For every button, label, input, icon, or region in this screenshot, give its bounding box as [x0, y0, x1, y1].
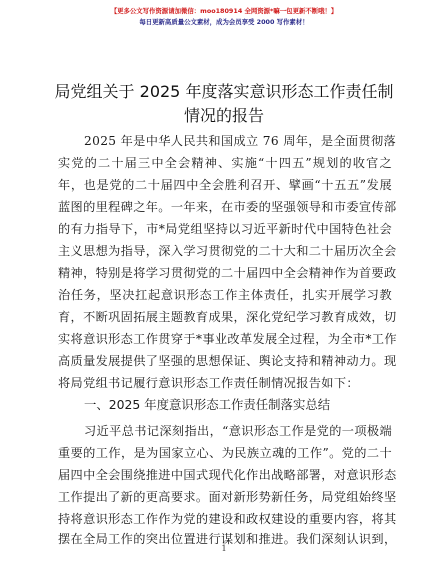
paragraph-1-line: 治任务，坚决扛起意识形态工作主体责任，扎实开展学习教 [58, 288, 392, 302]
paragraph-1-line: 高质量发展提供了坚强的思想保证、舆论支持和精神动力。现 [58, 354, 397, 368]
promo-banner-blue: 每日更新高质量公文素材，成为会员享受 2000 写作素材！ [139, 18, 309, 26]
document-title-line-1: 局党组关于 2025 年度落实意识形态工作责任制 [54, 82, 394, 101]
document-title-line-2: 情况的报告 [183, 106, 264, 125]
paragraph-1-line: 年，也是党的二十届四中全会胜利召开、擘画“十五五”发展 [58, 178, 392, 192]
paragraph-1-line: 将局党组书记履行意识形态工作责任制情况报告如下： [58, 376, 359, 390]
paragraph-1-line: 2025 年是中华人民共和国成立 76 周年，是全面贯彻落 [84, 134, 397, 148]
promo-banner-red: 【更多公文写作资源请加微信：moo180914 全网资源*嘛一包更新不断哦！】 [110, 7, 338, 15]
paragraph-1-line: 的有力指导下，市*局党组坚持以习近平新时代中国特色社会 [58, 222, 392, 236]
paragraph-1-line: 实党的二十届三中全会精神、实施“十四五”规划的收官之 [58, 156, 392, 170]
paragraph-2-line: 持将意识形态工作作为党的建设和政权建设的重要内容，将其 [58, 512, 397, 526]
paragraph-1-line: 实将意识形态工作贯穿于*事业改革发展全过程，为全市*工作 [58, 332, 397, 346]
paragraph-1-line: 育，不断巩固拓展主题教育成果，深化党纪学习教育成效，切 [58, 310, 397, 324]
paragraph-2-line: 摆在全局工作的突出位置进行谋划和推进。我们深刻认识到， [58, 532, 397, 546]
paragraph-1-line: 主义思想为指导，深入学习贯彻党的二十大和二十届历次全会 [58, 244, 397, 258]
paragraph-2-line: 届四中全会围绕推进中国式现代化作出战略部署，对意识形态 [58, 468, 397, 482]
paragraph-1-line: 蓝图的里程碑之年。一年来，在市委的坚强领导和市委宣传部 [58, 200, 397, 214]
section-heading: 一、2025 年度意识形态工作责任制落实总结 [84, 397, 331, 412]
paragraph-2-line: 习近平总书记深刻指出，“意识形态工作是党的一项极端 [84, 424, 392, 438]
page-number: 1 [221, 544, 227, 553]
paragraph-1-line: 精神，特别是将学习贯彻党的二十届四中全会精神作为首要政 [58, 266, 397, 280]
paragraph-2-line: 工作提出了新的更高要求。面对新形势新任务，局党组始终坚 [58, 490, 397, 504]
paragraph-2-line: 重要的工作，是为国家立心、为民族立魂的工作”。党的二十 [58, 446, 392, 460]
